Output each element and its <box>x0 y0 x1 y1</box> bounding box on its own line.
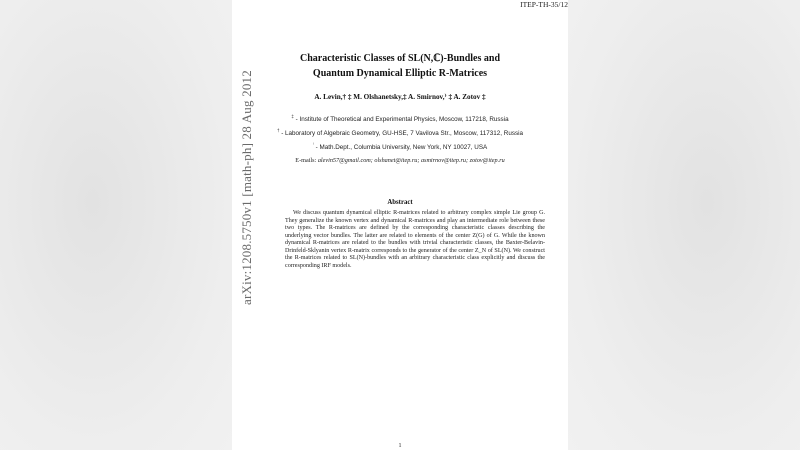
paper-page <box>232 0 568 450</box>
affiliation-columbia: ⁾ - Math.Dept., Columbia University, New York, NY 10027, USA <box>312 142 488 152</box>
email-label: E-mails: <box>295 157 318 164</box>
affiliation-hse: † - Laboratory of Algebraic Geometry, GU-HSE, 7 Vavilova Str., Moscow, 117312, Russia <box>276 128 524 138</box>
abstract-body: We discuss quantum dynamical elliptic R-matrices related to arbitrary complex simple Lie group G. They generalize the known vertex and dynamical R-matrices and play an intermediate role between these two types. The R-matrices are defined by the corresponding characteristic classes describing the underlying vector bundles. The latter are related to elements of the center Z(G) of G. While the known dynamical R-matrices are related to the bundles with trivial characteristic classes, the Baxter-Belavin-Drinfeld-Sklyanin vertex R-matrix corresponds to the generator of the center Z_N of SL(N). We construct the R-matrices related to SL(N)-bundles with an arbitrary characteristic class explicitly and discuss the corresponding IRF models. <box>285 210 545 269</box>
viewer-background-left <box>0 0 232 450</box>
affiliation-itep: ‡ - Institute of Theoretical and Experimental Physics, Moscow, 117218, Russia <box>291 114 509 124</box>
affiliation-mark: ⁾ <box>312 142 314 147</box>
email-list <box>232 157 568 164</box>
paper-title <box>232 51 568 81</box>
arxiv-watermark: arXiv:1208.5750v1 [math-ph] 28 Aug 2012 <box>239 70 254 305</box>
viewer-background-right <box>568 0 800 450</box>
email-addresses[interactable]: alevin57@gmail.com; olshanet@itep.ru; asmirnov@itep.ru; zotov@itep.ru <box>317 157 505 164</box>
author-list: A. Levin,† ‡ M. Olshanetsky,‡ A. Smirnov,⁾ ‡ A. Zotov ‡ <box>314 93 486 101</box>
title-line-1: Characteristic Classes of SL(N,ℂ)-Bundles and <box>299 53 501 64</box>
title-line-2: Quantum Dynamical Elliptic R-Matrices <box>312 68 488 79</box>
report-number: ITEP-TH-35/12 <box>520 0 568 9</box>
affiliation-mark: † <box>276 128 280 133</box>
page-number: 1 <box>398 443 402 449</box>
affiliation-mark: ‡ <box>291 114 294 119</box>
abstract-heading: Abstract <box>387 199 413 206</box>
